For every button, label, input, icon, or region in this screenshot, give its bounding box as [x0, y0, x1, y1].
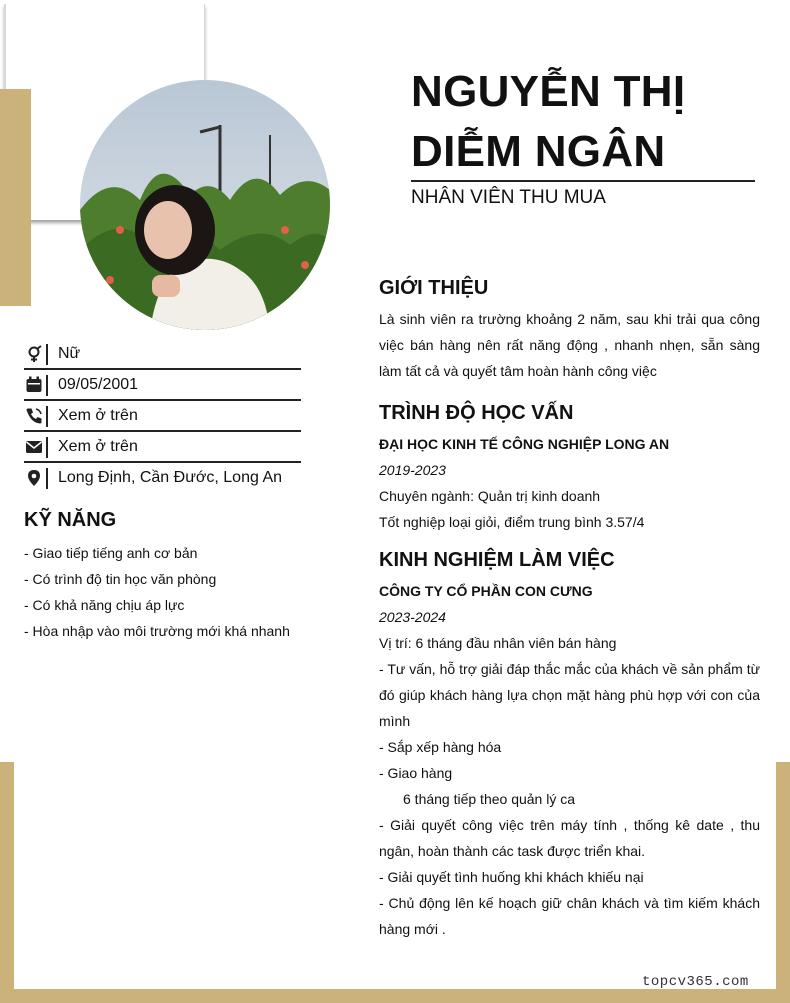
separator [46, 468, 48, 489]
intro-heading: GIỚI THIỆU [379, 277, 489, 299]
accent-frame-bottom [0, 989, 790, 1003]
experience-line: - Tư vấn, hỗ trợ giải đáp thắc mắc của khách về sản phẩm từ đó giúp khách hàng lựa chọn mặt hàng phù hợp với con của mình [379, 661, 760, 729]
gender-icon [25, 345, 43, 363]
school-name: ĐẠI HỌC KINH TẾ CÔNG NGHIỆP LONG AN [379, 436, 670, 452]
calendar-icon [25, 376, 43, 394]
watermark: topcv365.com [642, 974, 749, 990]
education-period: 2019-2023 [379, 462, 446, 478]
email-text: Xem ở trên [58, 438, 138, 455]
email-icon [25, 438, 43, 456]
intro-text: Là sinh viên ra trường khoảng 2 năm, sau khi trải qua công việc bán hàng nên rất năng động , nhanh nhẹn, sẵn sàng làm tất cả và quyết tâm hoàn hành công việc [379, 311, 760, 379]
phone-icon [25, 407, 43, 425]
accent-bar-left [0, 89, 31, 306]
contact-row-birthday [24, 370, 301, 401]
accent-frame-right [776, 762, 790, 1003]
education-major: Chuyên ngành: Quản trị kinh doanh [379, 488, 601, 504]
accent-frame-left [0, 762, 14, 1003]
experience-heading: KINH NGHIỆM LÀM VIỆC [379, 549, 615, 571]
separator [46, 406, 48, 427]
experience-line: - Giao hàng [379, 765, 453, 781]
job-title: NHÂN VIÊN THU MUA [411, 187, 606, 208]
skill-item: - Có khả năng chịu áp lực [24, 597, 185, 613]
skills-heading: KỸ NĂNG [24, 509, 117, 531]
gender-text: Nữ [58, 345, 81, 362]
experience-line: - Giải quyết tình huống khi khách khiếu nại [379, 869, 644, 885]
contact-row-address [24, 463, 301, 492]
birthday-text: 09/05/2001 [58, 376, 139, 393]
education-result: Tốt nghiệp loại giỏi, điểm trung bình 3.57/4 [379, 514, 645, 530]
experience-line: 6 tháng tiếp theo quản lý ca [403, 791, 576, 807]
candidate-name [411, 62, 751, 182]
contact-row-phone [24, 401, 301, 432]
name-line-1: NGUYỄN THỊ [411, 67, 686, 116]
skills-list [24, 540, 290, 644]
skill-item: - Giao tiếp tiếng anh cơ bản [24, 545, 198, 561]
contact-row-gender [24, 339, 301, 370]
profile-photo [80, 80, 330, 330]
experience-period: 2023-2024 [379, 609, 446, 625]
contact-info [24, 339, 301, 492]
education-heading: TRÌNH ĐỘ HỌC VẤN [379, 402, 574, 424]
education-section [379, 431, 760, 535]
experience-line: - Chủ động lên kế hoạch giữ chân khách và tìm kiếm khách hàng mới . [379, 895, 760, 937]
separator [46, 437, 48, 458]
skill-item: - Hòa nhập vào môi trường mới khá nhanh [24, 623, 290, 639]
experience-line: - Giải quyết công việc trên máy tính , thống kê date , thu ngân, hoàn thành các task được triển khai. [379, 817, 760, 859]
contact-row-email [24, 432, 301, 463]
name-line-2: DIỄM NGÂN [411, 127, 666, 176]
skill-item: - Có trình độ tin học văn phòng [24, 571, 217, 587]
experience-section [379, 578, 760, 942]
separator [46, 344, 48, 365]
phone-text: Xem ở trên [58, 407, 138, 424]
name-divider [411, 180, 755, 182]
separator [46, 375, 48, 396]
address-text: Long Định, Cần Đước, Long An [58, 469, 283, 486]
location-icon [25, 469, 43, 487]
experience-line: - Sắp xếp hàng hóa [379, 739, 502, 755]
company-name: CÔNG TY CỔ PHẦN CON CƯNG [379, 583, 593, 599]
experience-line: Vị trí: 6 tháng đầu nhân viên bán hàng [379, 635, 617, 651]
